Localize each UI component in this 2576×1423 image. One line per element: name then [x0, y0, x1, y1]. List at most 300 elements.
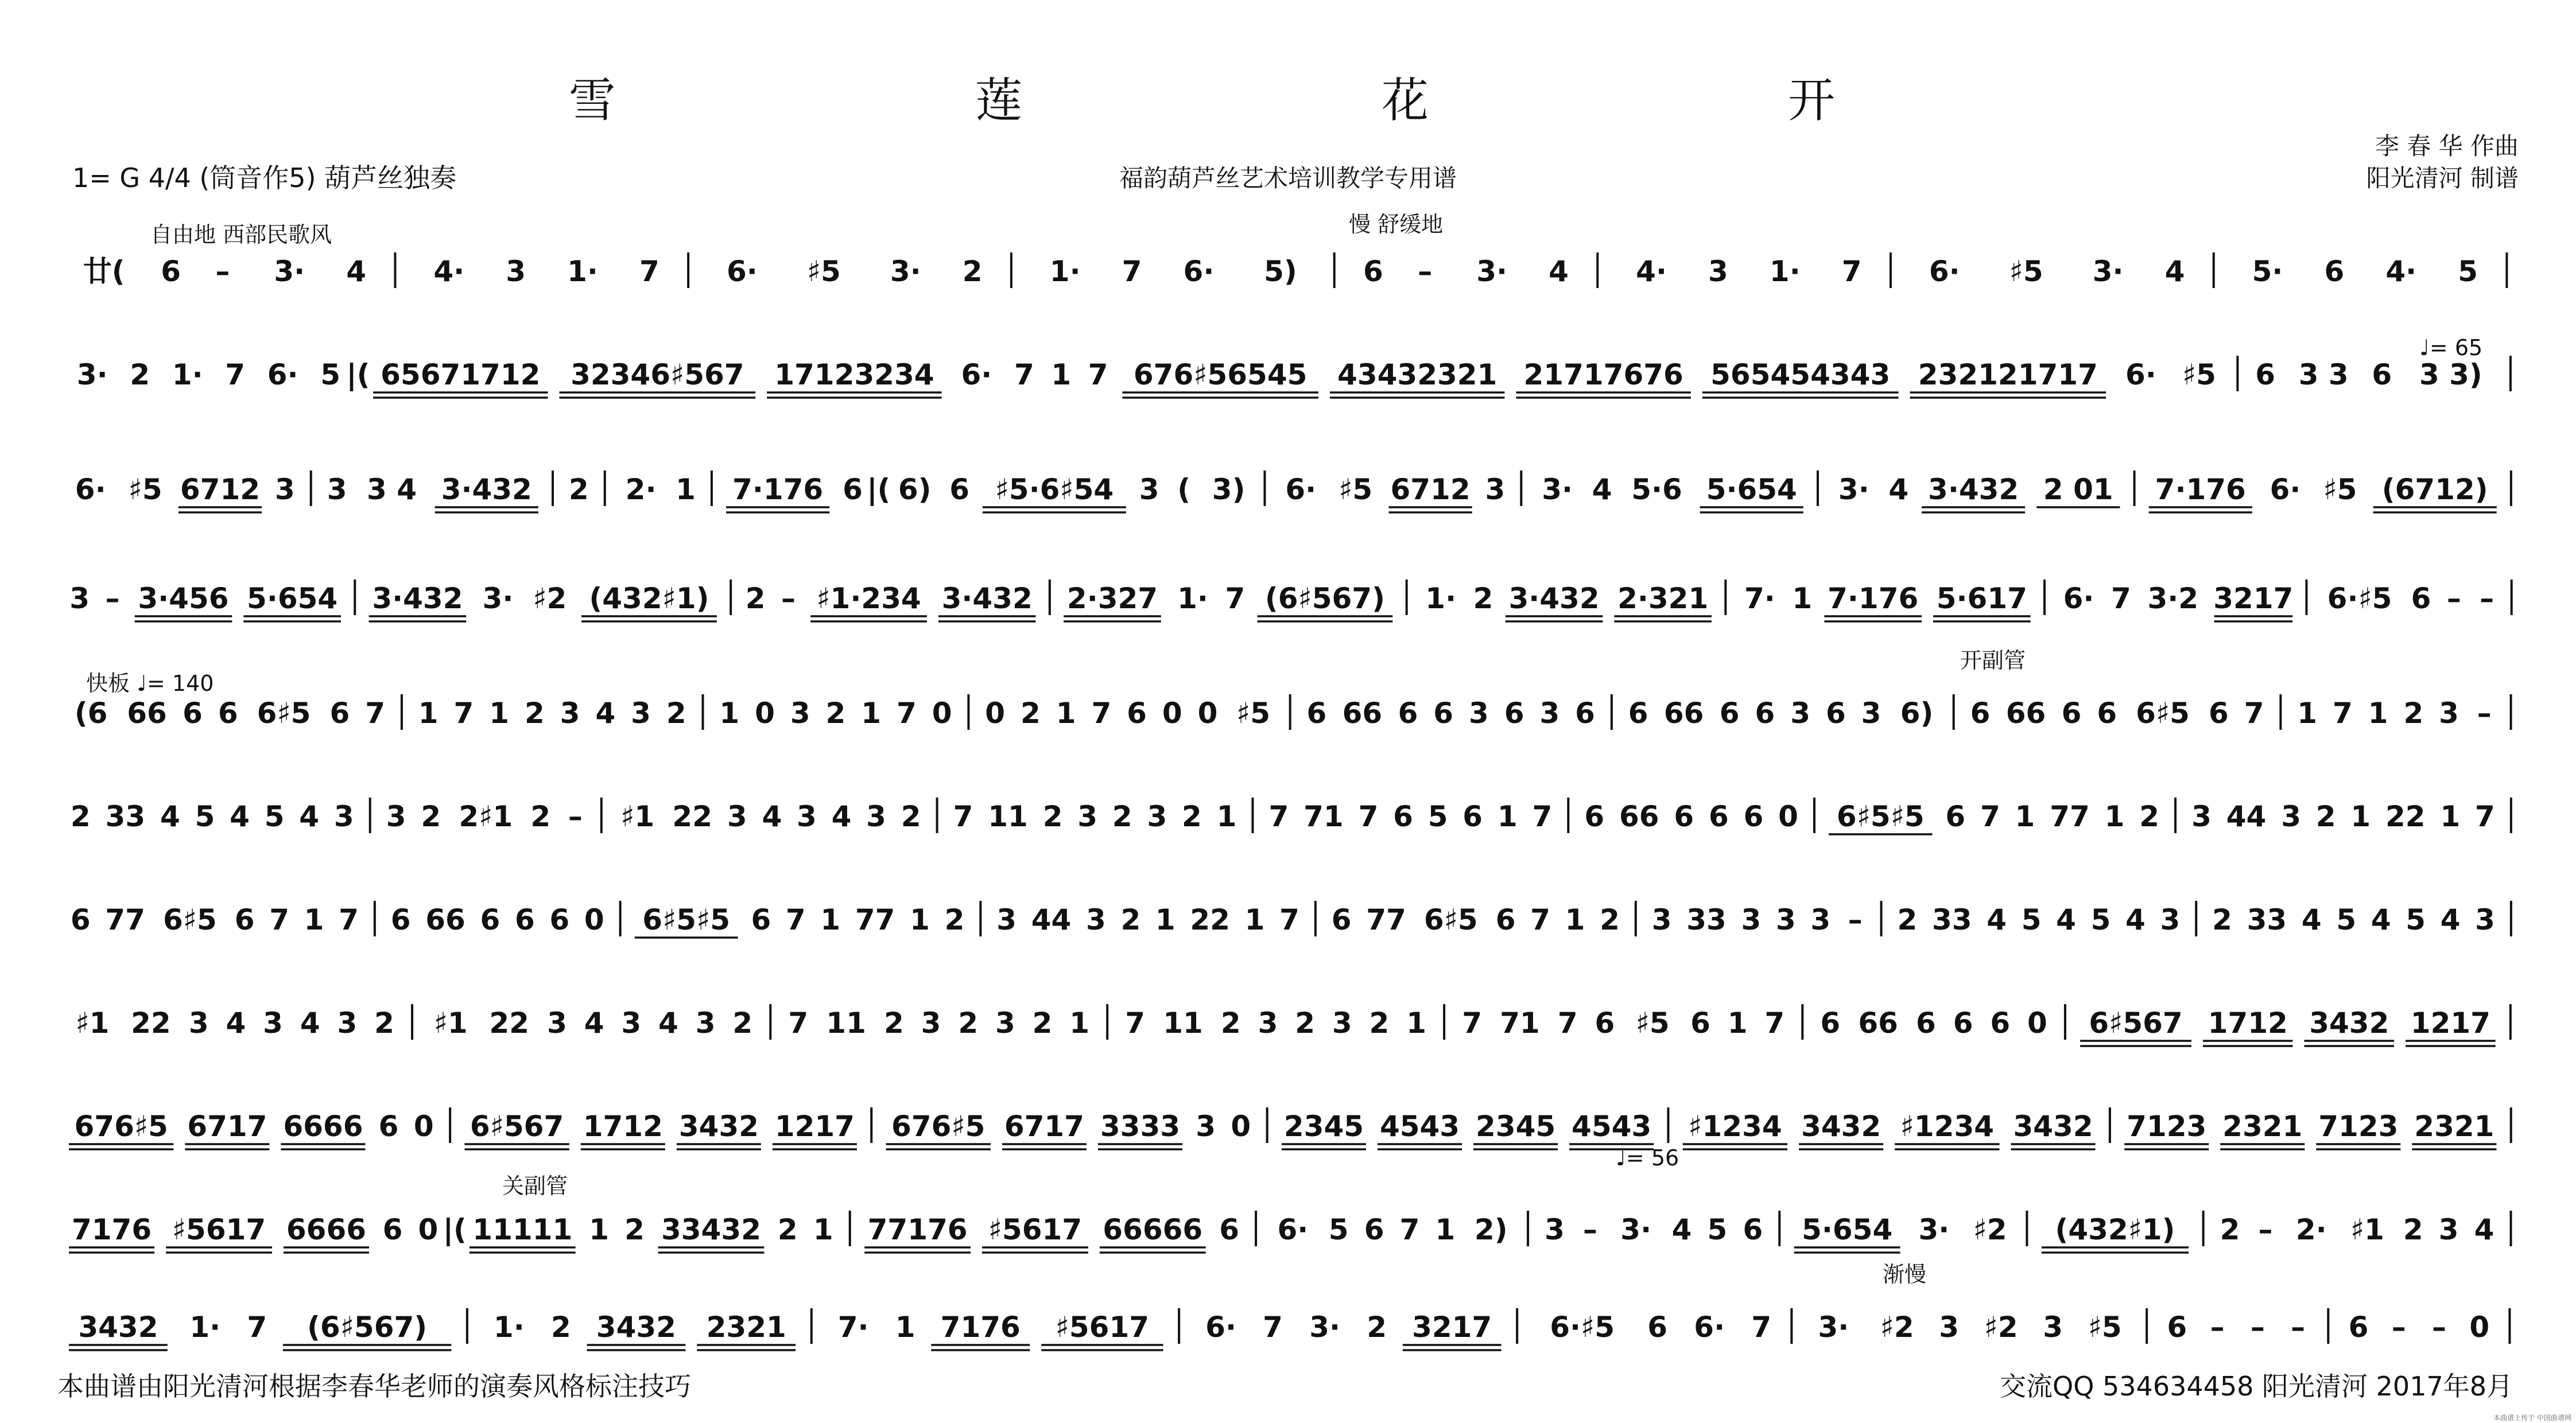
note-group: 0: [413, 1110, 434, 1143]
note-group: 6: [2348, 1311, 2369, 1344]
note-group: 3: [1775, 903, 1796, 936]
note-group: ♯5·6♯54: [995, 473, 1114, 506]
note-group: 7: [2475, 800, 2495, 833]
note-group: 7: [1462, 1006, 1482, 1040]
note-group: 3: [188, 1006, 209, 1040]
note-group: 7: [2111, 582, 2131, 615]
note-group: 3: [695, 1006, 716, 1040]
note-group: 65671712: [381, 358, 541, 391]
note-group: 77: [2050, 800, 2090, 833]
note-group: 2: [962, 255, 983, 288]
note-group: 6: [2324, 255, 2345, 288]
note-group: 6: [70, 903, 91, 936]
note-group: ♯5: [2088, 1311, 2122, 1344]
note-group: 6717: [1004, 1110, 1084, 1143]
note-group: 6: [1990, 1006, 2011, 1040]
note-group: 77: [855, 903, 895, 936]
note-group: 1·: [493, 1311, 525, 1344]
note-group: |(: [867, 473, 891, 506]
note-group: –: [2258, 1213, 2273, 1246]
note-group: 66: [1342, 697, 1383, 730]
note-group: 565454343: [1710, 358, 1891, 391]
note-group: 3: [1332, 1006, 1352, 1040]
note-group: 4·: [433, 255, 465, 288]
footer-note: 本曲谱由阳光清河根据李春华老师的演奏风格标注技巧: [57, 1371, 691, 1402]
note-group: 2: [901, 800, 921, 833]
note-group: 2: [2212, 903, 2232, 936]
note-group: 2: [374, 1006, 394, 1040]
note-group: 3: [547, 1006, 567, 1040]
note-group: 3: [386, 800, 406, 833]
note-group: 676♯5: [74, 1110, 168, 1143]
note-group: 3: [263, 1006, 283, 1040]
note-group: 7: [2244, 697, 2264, 730]
note-group: –: [568, 800, 583, 833]
note-group: 3·432: [1928, 473, 2019, 506]
note-group: 6: [1743, 1213, 1763, 1246]
note-group: 6·: [1285, 473, 1317, 506]
note-group: 2: [1021, 697, 1041, 730]
note-group: 11: [1163, 1006, 1203, 1040]
note-group: 7: [1399, 1213, 1420, 1246]
close-aux-pipe-mark: 关副管: [502, 1173, 568, 1199]
note-group: 3: [727, 800, 747, 833]
note-group: 7: [269, 903, 290, 936]
note-group: 11111: [472, 1213, 573, 1246]
note-group: 2: [2315, 800, 2336, 833]
note-group: 6: [234, 903, 255, 936]
note-group: 6717: [187, 1110, 267, 1143]
note-group: 4: [2056, 903, 2076, 936]
note-group: 3432: [78, 1311, 158, 1344]
note-group: 3: [1139, 473, 1159, 506]
note-group: 3: [2281, 800, 2301, 833]
note-group: 6·: [1694, 1311, 1725, 1344]
note-group: 2321: [2414, 1110, 2494, 1143]
open-aux-pipe-mark: 开副管: [1960, 648, 2026, 673]
note-group: 4: [1888, 473, 1909, 506]
note-group: 7·176: [1828, 582, 1919, 615]
note-group: 6): [898, 473, 932, 506]
note-group: 1: [2350, 800, 2371, 833]
note-group: 3432: [596, 1311, 676, 1344]
note-group: 6: [1674, 800, 1694, 833]
note-group: –: [2291, 1311, 2306, 1344]
note-group: 3217: [2213, 582, 2294, 615]
note-group: 3432: [2013, 1110, 2093, 1143]
note-group: 77: [1366, 903, 1406, 936]
note-group: 2: [732, 1006, 753, 1040]
note-group: 3·: [2092, 255, 2124, 288]
note-group: 6: [183, 697, 203, 730]
note-group: 7: [788, 1006, 809, 1040]
note-group: 5: [195, 800, 215, 833]
note-group: 17123234: [774, 358, 934, 391]
note-group: 4: [346, 255, 367, 288]
note-group: 2·321: [1617, 582, 1709, 615]
note-group: 2321: [706, 1311, 786, 1344]
note-group: 1: [1435, 1213, 1456, 1246]
note-group: 6: [1433, 697, 1454, 730]
note-group: 0: [584, 903, 604, 936]
note-group: 6♯5: [257, 697, 311, 730]
note-group: 66: [2005, 697, 2046, 730]
note-group: 2: [1369, 1006, 1390, 1040]
note-group: 6: [390, 903, 411, 936]
note-group: 4: [1671, 1213, 1692, 1246]
note-group: 22: [2385, 800, 2426, 833]
note-group: 3: [1741, 903, 1762, 936]
note-group: 2: [130, 358, 150, 391]
note-group: 0: [1162, 697, 1182, 730]
note-group: 7: [1263, 1311, 1283, 1344]
note-group: 3·: [890, 255, 921, 288]
note-group: 3·: [274, 255, 305, 288]
note-group: 2 01: [2043, 473, 2113, 506]
note-group: 7: [1751, 1311, 1772, 1344]
note-group: 6: [1393, 800, 1413, 833]
note-group: 6: [1719, 697, 1740, 730]
note-group: 1217: [774, 1110, 855, 1143]
note-group: 2: [2403, 697, 2424, 730]
note-group: 3·: [76, 358, 108, 391]
tempo-mark-fast: 快板 ♩= 140: [86, 671, 214, 696]
note-group: 4: [2371, 903, 2391, 936]
note-group: 6: [1647, 1311, 1668, 1344]
note-group: 6: [2372, 358, 2392, 391]
note-group: 3: [2191, 800, 2212, 833]
note-group: 5: [1427, 800, 1448, 833]
note-group: 7: [1358, 800, 1379, 833]
note-group: 6: [843, 473, 863, 506]
note-group: 1·: [172, 358, 203, 391]
note-group: 3432: [678, 1110, 759, 1143]
note-group: 6: [1364, 1213, 1384, 1246]
note-group: 5: [1707, 1213, 1728, 1246]
note-group: 1·: [189, 1311, 221, 1344]
note-group: 3: [1485, 473, 1506, 506]
note-group: 3 3: [2298, 358, 2349, 391]
note-group: 4: [595, 697, 616, 730]
note-group: 6·: [75, 473, 106, 506]
note-group: 0: [755, 697, 775, 730]
ritardando-mark: 渐慢: [1883, 1262, 1927, 1287]
note-group: –: [2477, 697, 2492, 730]
note-group: 3432: [2309, 1006, 2389, 1040]
note-group: 1: [2440, 800, 2461, 833]
note-group: 6·: [267, 358, 298, 391]
note-group: 232121717: [1918, 358, 2098, 391]
tempo-mark-65: ♩= 65: [2419, 335, 2483, 360]
note-group: 7·: [837, 1311, 869, 1344]
note-group: 7: [1530, 903, 1550, 936]
note-group: 4: [1592, 473, 1612, 506]
note-group: 4: [762, 800, 782, 833]
note-group: 2: [1120, 903, 1141, 936]
note-group: 6): [1900, 697, 1934, 730]
tempo-mark-slow: 慢 舒缓地: [1349, 212, 1444, 237]
note-group: 2·: [625, 473, 657, 506]
note-group: 0: [932, 697, 952, 730]
note-group: 6♯5: [2136, 697, 2190, 730]
note-group: 6♯5♯5: [642, 903, 731, 936]
note-group: 3·: [482, 582, 514, 615]
arranger-credit: 阳光清河 制谱: [2366, 164, 2519, 192]
note-group: 7: [225, 358, 246, 391]
note-group: 6♯5: [1423, 903, 1478, 936]
note-group: 33432: [661, 1213, 761, 1246]
note-group: 66: [425, 903, 465, 936]
note-group: 6666: [286, 1213, 367, 1246]
note-group: 1: [820, 903, 841, 936]
note-group: 6·: [1277, 1213, 1309, 1246]
note-group: 7176: [940, 1311, 1021, 1344]
note-group: 5: [1328, 1213, 1349, 1246]
note-group: 6: [1628, 697, 1648, 730]
note-group: 5: [2090, 903, 2111, 936]
note-group: –: [2480, 582, 2494, 615]
note-group: 4: [2301, 903, 2322, 936]
note-group: 4: [2440, 903, 2461, 936]
note-group: 2: [1897, 903, 1918, 936]
note-group: 7: [785, 903, 806, 936]
note-group: ♯2: [1984, 1311, 2018, 1344]
note-group: 77: [105, 903, 145, 936]
note-group: 1: [418, 697, 439, 730]
note-group: ♯5617: [172, 1213, 266, 1246]
note-group: ♯2: [1880, 1311, 1914, 1344]
note-group: 1: [1497, 800, 1518, 833]
note-group: 5: [2458, 255, 2478, 288]
note-group: 22: [672, 800, 713, 833]
note-group: 2: [421, 800, 441, 833]
note-group: 7: [339, 903, 359, 936]
note-group: 6: [2255, 358, 2276, 391]
note-group: 2: [1182, 800, 1202, 833]
note-group: 3: [995, 1006, 1015, 1040]
note-group: 1712: [583, 1110, 663, 1143]
note-group: 7: [2333, 697, 2353, 730]
note-group: 6·: [2063, 582, 2094, 615]
note-group: 6·: [961, 358, 992, 391]
note-group: 6: [1398, 697, 1418, 730]
note-group: 4: [2474, 1213, 2494, 1246]
note-group: 2: [825, 697, 846, 730]
note-group: 3: [69, 582, 90, 615]
note-group: 3: [1651, 903, 1672, 936]
note-group: 3·432: [941, 582, 1033, 615]
note-group: 3: [1545, 1213, 1565, 1246]
note-group: 3·: [1838, 473, 1869, 506]
note-group: 3·: [1542, 473, 1573, 506]
note-group: 6: [1495, 903, 1516, 936]
note-group: 6·: [1183, 255, 1215, 288]
note-group: 1·: [1769, 255, 1801, 288]
note-group: 11: [988, 800, 1028, 833]
note-group: 3: [337, 1006, 358, 1040]
note-group: 0: [1231, 1110, 1251, 1143]
note-group: 2: [1600, 903, 1620, 936]
note-group: 6: [1584, 800, 1605, 833]
note-group: 0: [2027, 1006, 2047, 1040]
note-group: 6: [1504, 697, 1524, 730]
note-group: 1: [1244, 903, 1265, 936]
note-group: 2: [524, 697, 545, 730]
note-group: 6: [2208, 697, 2229, 730]
note-group: (6♯567): [1264, 582, 1385, 615]
note-group: 77176: [867, 1213, 968, 1246]
note-group: 2·: [2295, 1213, 2327, 1246]
note-group: 7: [639, 255, 659, 288]
note-group: 7: [1225, 582, 1246, 615]
note-group: 43432321: [1337, 358, 1498, 391]
note-group: 3: [621, 1006, 642, 1040]
note-group: 3·: [1620, 1213, 1652, 1246]
note-group: 7: [1088, 358, 1108, 391]
note-group: 2: [568, 473, 589, 506]
note-group: 4: [1549, 255, 1569, 288]
note-group: 2321: [2222, 1110, 2303, 1143]
note-group: 6: [1127, 697, 1147, 730]
note-group: 7·176: [2155, 473, 2246, 506]
note-group: 66: [1858, 1006, 1898, 1040]
note-group: 6: [329, 697, 350, 730]
note-group: 6: [1331, 903, 1352, 936]
note-group: 1: [676, 473, 696, 506]
note-group: 2: [944, 903, 965, 936]
note-group: 6·: [2269, 473, 2301, 506]
note-group: 1: [1056, 697, 1076, 730]
note-group: 3: [1810, 903, 1831, 936]
note-group: 7123: [2127, 1110, 2207, 1143]
note-group: 66: [127, 697, 167, 730]
note-group: 5: [2336, 903, 2357, 936]
note-group: 7: [896, 697, 917, 730]
note-group: 2·327: [1066, 582, 1158, 615]
note-group: 3: [1196, 1110, 1216, 1143]
note-group: 6: [1690, 1006, 1710, 1040]
note-group: 2: [1295, 1006, 1316, 1040]
note-group: |(: [346, 358, 370, 391]
note-group: 2): [1474, 1213, 1508, 1246]
note-group: 2♯1: [459, 800, 513, 833]
note-group: (432♯1): [589, 582, 709, 615]
note-group: 2345: [1476, 1110, 1556, 1143]
note-group: –: [1582, 1213, 1597, 1246]
note-group: ♯5617: [1055, 1311, 1150, 1344]
note-group: 6: [1306, 697, 1327, 730]
note-group: 5·654: [1802, 1213, 1893, 1246]
note-group: 3·: [1309, 1311, 1340, 1344]
note-group: ♯1234: [1900, 1110, 1995, 1143]
note-group: 4: [300, 1006, 320, 1040]
note-group: 3: [1790, 697, 1811, 730]
note-group: 3: [1086, 903, 1106, 936]
note-group: 1·: [1177, 582, 1208, 615]
note-group: 6: [751, 903, 771, 936]
note-group: 6: [382, 1213, 403, 1246]
note-group: 3: [2043, 1311, 2063, 1344]
note-group: 7: [1557, 1006, 1578, 1040]
note-group: 6·♯5: [1550, 1311, 1615, 1344]
note-group: –: [215, 255, 230, 288]
note-group: ♯1: [433, 1006, 468, 1040]
note-group: 2: [777, 1213, 798, 1246]
note-group: 7: [1980, 800, 2000, 833]
note-group: 3: [2438, 1213, 2459, 1246]
note-group: 6: [1363, 255, 1383, 288]
footer-contact: 交流QQ 534634458 阳光清河 2017年8月: [1999, 1371, 2513, 1402]
note-group: 4·: [1636, 255, 1667, 288]
note-group: 6: [1709, 800, 1729, 833]
tempo-mark-56: ♩= 56: [1616, 1145, 1679, 1171]
key-signature: 1= G 4/4 (筒音作5) 葫芦丝独奏: [72, 162, 457, 193]
note-group: 66: [1619, 800, 1659, 833]
note-group: –: [2431, 1311, 2446, 1344]
note-group: 0: [985, 697, 1006, 730]
note-group: 1: [1069, 1006, 1090, 1040]
watermark: 本曲谱上传于 中国曲谱网: [2493, 1414, 2571, 1422]
note-group: 1: [589, 1213, 610, 1246]
note-group: 6: [1755, 697, 1775, 730]
note-group: 2: [1112, 800, 1132, 833]
note-group: 1: [1406, 1006, 1427, 1040]
note-group: 2: [624, 1213, 645, 1246]
note-group: 3432: [1801, 1110, 1881, 1143]
note-group: 3: [797, 800, 817, 833]
note-group: (: [1177, 473, 1191, 506]
note-group: 廿(: [83, 255, 125, 288]
composer-credit: 李 春 华 作曲: [2375, 132, 2519, 160]
note-group: 1: [2297, 697, 2318, 730]
note-group: 6·: [2125, 358, 2156, 391]
note-group: 1·: [1049, 255, 1081, 288]
note-group: 3: [996, 903, 1017, 936]
note-group: 4543: [1572, 1110, 1652, 1143]
note-group: 6: [1970, 697, 1991, 730]
note-group: 6: [2167, 1311, 2187, 1344]
note-group: 4: [226, 1006, 246, 1040]
note-group: 44: [1031, 903, 1072, 936]
note-group: 3: [921, 1006, 941, 1040]
note-group: 0: [418, 1213, 439, 1246]
note-group: 4: [2164, 255, 2185, 288]
note-group: 1: [2015, 800, 2035, 833]
tempo-mark-intro: 自由地 西部民歌风: [150, 222, 332, 247]
note-group: 3: [2475, 903, 2495, 936]
note-group: 3217: [1412, 1311, 1492, 1344]
note-group: 6: [2097, 697, 2117, 730]
note-group: 2: [2139, 800, 2160, 833]
note-group: 2: [958, 1006, 979, 1040]
note-group: 22: [489, 1006, 529, 1040]
note-group: ♯1: [620, 800, 655, 833]
note-group: 1: [489, 697, 510, 730]
note-group: 4: [584, 1006, 604, 1040]
note-group: –: [2210, 1311, 2225, 1344]
note-group: ♯5: [806, 255, 841, 288]
note-group: 33: [2247, 903, 2287, 936]
note-group: 1: [304, 903, 324, 936]
note-group: 6: [1575, 697, 1595, 730]
note-group: 5·6: [1631, 473, 1682, 506]
note-group: 6: [1462, 800, 1483, 833]
note-group: ♯5617: [988, 1213, 1083, 1246]
note-group: 6♯567: [2089, 1006, 2183, 1040]
note-group: 5: [264, 800, 285, 833]
note-group: 7: [1841, 255, 1862, 288]
note-group: 6: [378, 1110, 399, 1143]
